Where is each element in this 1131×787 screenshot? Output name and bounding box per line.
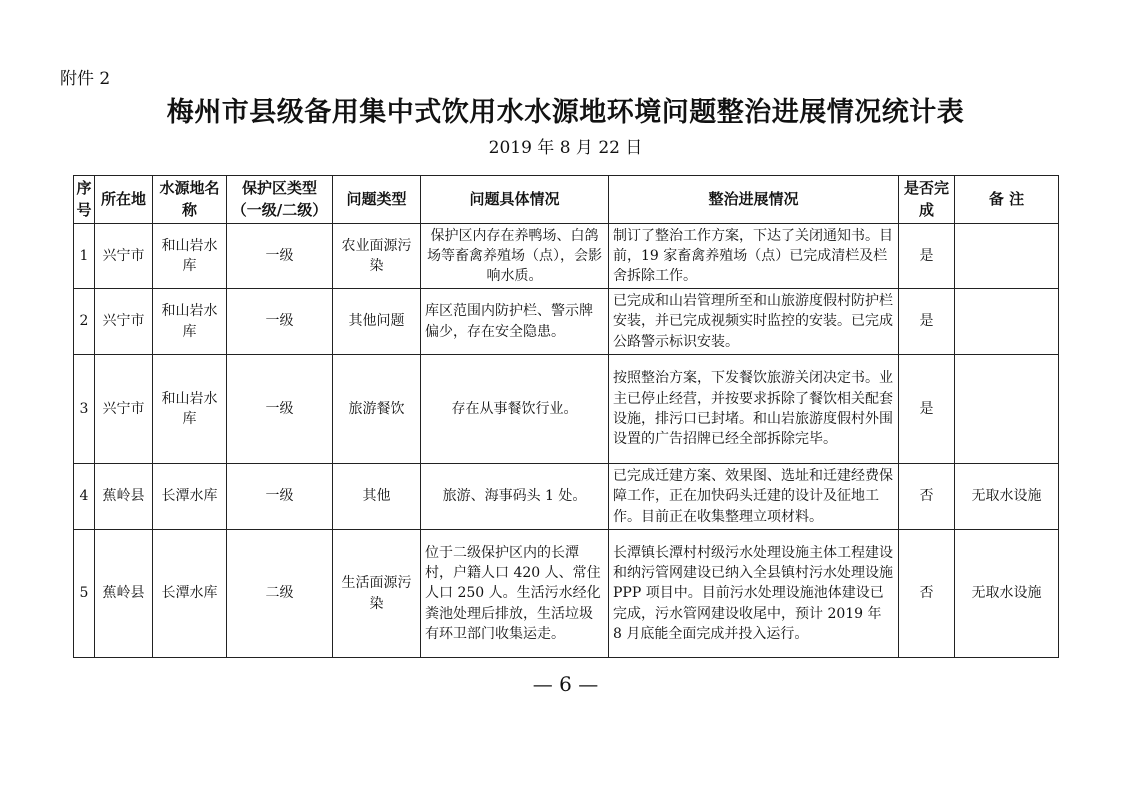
cell-issue-type: 其他问题 <box>333 289 421 355</box>
document-title: 梅州市县级备用集中式饮用水水源地环境问题整治进展情况统计表 <box>166 97 965 128</box>
cell-issue-type: 农业面源污染 <box>333 224 421 289</box>
cell-source: 长潭水库 <box>153 464 227 530</box>
cell-done: 否 <box>899 530 955 658</box>
col-header-remark: 备 注 <box>955 176 1059 224</box>
col-header-progress: 整治进展情况 <box>609 176 899 224</box>
col-header-no: 序号 <box>74 176 95 224</box>
cell-location: 蕉岭县 <box>95 530 153 658</box>
col-header-issue-detail: 问题具体情况 <box>421 176 609 224</box>
cell-issue-detail: 库区范围内防护栏、警示牌偏少，存在安全隐患。 <box>421 289 609 355</box>
cell-issue-detail: 位于二级保护区内的长潭村，户籍人口 420 人、常住人口 250 人。生活污水经化粪池处理后排放，生活垃圾有环卫部门收集运走。 <box>421 530 609 658</box>
cell-location: 兴宁市 <box>95 224 153 289</box>
cell-done: 是 <box>899 289 955 355</box>
cell-source: 和山岩水库 <box>153 289 227 355</box>
col-header-source: 水源地名称 <box>153 176 227 224</box>
cell-no: 4 <box>74 464 95 530</box>
cell-progress: 长潭镇长潭村村级污水处理设施主体工程建设和纳污管网建设已纳入全县镇村污水处理设施 PPP 项目中。目前污水处理设施池体建设已完成，污水管网建设收尾中，预计 2019 年 8 月底能全面完成并投入运行。 <box>609 530 899 658</box>
cell-issue-type: 旅游餐饮 <box>333 355 421 464</box>
cell-progress: 制订了整治工作方案，下达了关闭通知书。目前，19 家畜禽养殖场（点）已完成清栏及栏舍拆除工作。 <box>609 224 899 289</box>
cell-progress: 已完成迁建方案、效果图、选址和迁建经费保障工作，正在加快码头迁建的设计及征地工作。目前正在收集整理立项材料。 <box>609 464 899 530</box>
cell-done: 是 <box>899 355 955 464</box>
table-header-row <box>74 176 1059 224</box>
cell-zone: 一级 <box>227 464 333 530</box>
cell-location: 蕉岭县 <box>95 464 153 530</box>
cell-no: 1 <box>74 224 95 289</box>
cell-zone: 一级 <box>227 289 333 355</box>
cell-issue-detail: 存在从事餐饮行业。 <box>421 355 609 464</box>
col-header-done: 是否完成 <box>899 176 955 224</box>
table-row <box>74 224 1059 289</box>
cell-zone: 一级 <box>227 355 333 464</box>
col-header-issue-type: 问题类型 <box>333 176 421 224</box>
cell-issue-detail: 保护区内存在养鸭场、白鸽场等畜禽养殖场（点），会影响水质。 <box>421 224 609 289</box>
cell-remark: 无取水设施 <box>955 464 1059 530</box>
cell-issue-detail: 旅游、海事码头 1 处。 <box>421 464 609 530</box>
cell-progress: 已完成和山岩管理所至和山旅游度假村防护栏安装，并已完成视频实时监控的安装。已完成公路警示标识安装。 <box>609 289 899 355</box>
cell-location: 兴宁市 <box>95 289 153 355</box>
cell-location: 兴宁市 <box>95 355 153 464</box>
cell-no: 5 <box>74 530 95 658</box>
cell-source: 和山岩水库 <box>153 355 227 464</box>
attachment-label: 附件 2 <box>60 69 111 89</box>
table-row <box>74 289 1059 355</box>
page-number: — 6 — <box>532 672 599 696</box>
cell-done: 是 <box>899 224 955 289</box>
cell-issue-type: 其他 <box>333 464 421 530</box>
cell-zone: 二级 <box>227 530 333 658</box>
cell-no: 3 <box>74 355 95 464</box>
cell-done: 否 <box>899 464 955 530</box>
cell-remark <box>955 224 1059 289</box>
cell-zone: 一级 <box>227 224 333 289</box>
cell-issue-type: 生活面源污染 <box>333 530 421 658</box>
table-row <box>74 355 1059 464</box>
col-header-location: 所在地 <box>95 176 153 224</box>
cell-remark <box>955 289 1059 355</box>
cell-source: 和山岩水库 <box>153 224 227 289</box>
document-date: 2019 年 8 月 22 日 <box>488 138 643 158</box>
cell-no: 2 <box>74 289 95 355</box>
cell-remark <box>955 355 1059 464</box>
cell-progress: 按照整治方案，下发餐饮旅游关闭决定书。业主已停止经营，并按要求拆除了餐饮相关配套设施，排污口已封堵。和山岩旅游度假村外围设置的广告招牌已经全部拆除完毕。 <box>609 355 899 464</box>
rectification-table <box>73 175 1059 658</box>
col-header-zone: 保护区类型（一级/二级） <box>227 176 333 224</box>
table-row <box>74 530 1059 658</box>
cell-source: 长潭水库 <box>153 530 227 658</box>
cell-remark: 无取水设施 <box>955 530 1059 658</box>
table-row <box>74 464 1059 530</box>
